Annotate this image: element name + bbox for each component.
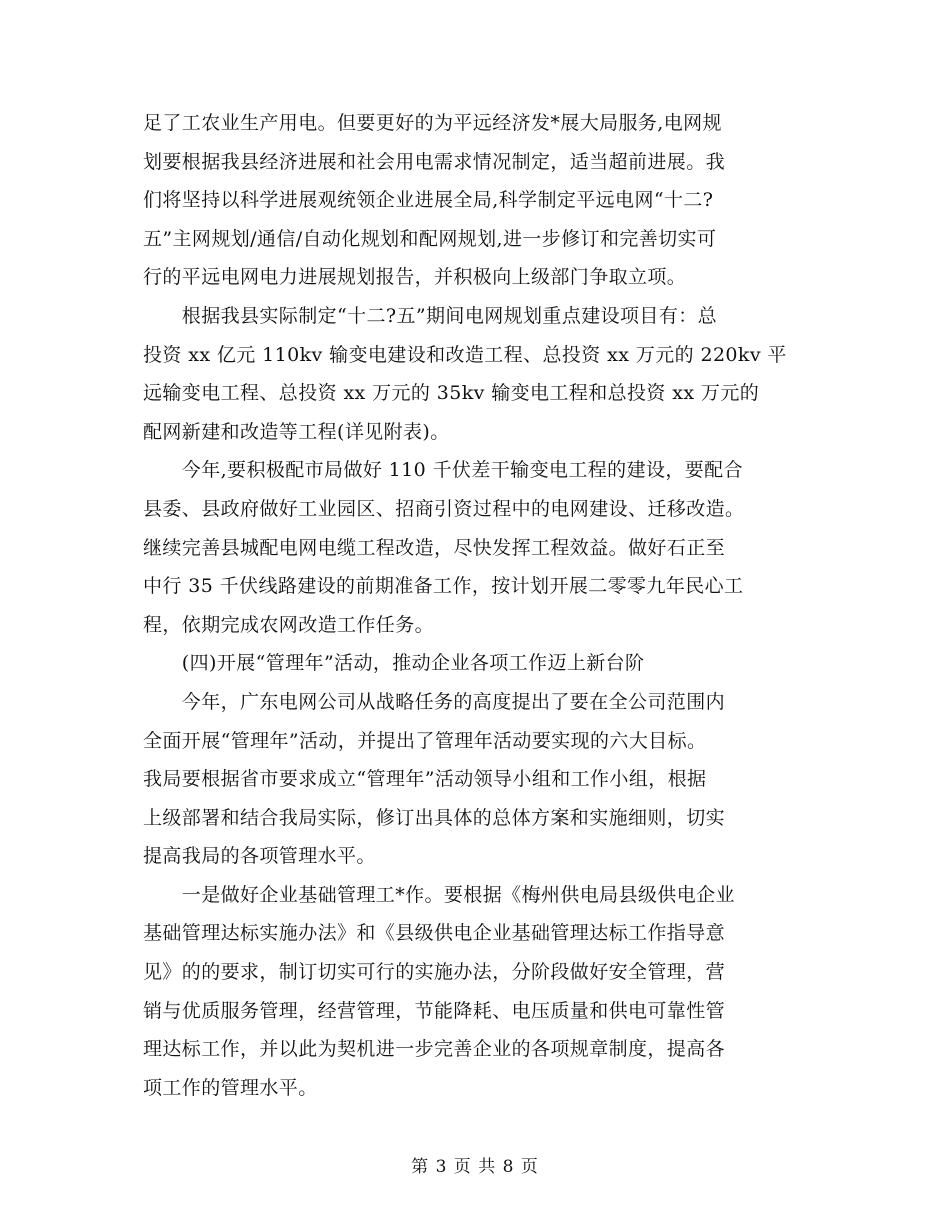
text-line: 们将坚持以科学进展观统领企业进展全局,科学制定平远电网“十二?: [143, 189, 714, 212]
text-line: 中行 35 千伏线路建设的前期准备工作，按计划开展二零零九年民心工: [143, 575, 744, 598]
text-line: 五”主网规划/通信/自动化规划和配网规划,进一步修订和完善切实可: [143, 227, 717, 250]
text-line: 项工作的管理水平。: [143, 1076, 318, 1099]
text-line: 投资 xx 亿元 110kv 输变电建设和改造工程、总投资 xx 万元的 220kv 平: [143, 343, 787, 366]
text-line: 程，依期完成农网改造工作任务。: [143, 613, 435, 636]
text-line: 远输变电工程、总投资 xx 万元的 35kv 输变电工程和总投资 xx 万元的: [143, 382, 760, 405]
text-line: 配网新建和改造等工程(详见附表)。: [143, 420, 450, 443]
page-number-footer: 第 3 页 共 8 页: [411, 1157, 539, 1177]
text-line: 一是做好企业基础管理工*作。要根据《梅州供电局县级供电企业: [143, 883, 735, 906]
document-body: [143, 104, 808, 1107]
text-line: 今年，广东电网公司从战略任务的高度提出了要在全公司范围内: [143, 690, 726, 713]
text-line: 理达标工作，并以此为契机进一步完善企业的各项规章制度，提高各: [143, 1038, 726, 1061]
text-line: 县委、县政府做好工业园区、招商引资过程中的电网建设、迁移改造。: [143, 497, 745, 520]
text-line: 足了工农业生产用电。但要更好的为平远经济发*展大局服务,电网规: [143, 112, 722, 134]
text-line: 继续完善县城配电网电缆工程改造，尽快发挥工程效益。做好石正至: [143, 536, 726, 559]
text-line: 今年,要积极配市局做好 110 千伏差干输变电工程的建设，要配合: [143, 459, 743, 482]
section-heading: (四)开展“管理年”活动，推动企业各项工作迈上新台阶: [143, 652, 645, 675]
text-line: 上级部署和结合我局实际，修订出具体的总体方案和实施细则，切实: [143, 806, 726, 829]
text-line: 提高我局的各项管理水平。: [143, 845, 376, 868]
text-line: 基础管理达标实施办法》和《县级供电企业基础管理达标工作指导意: [143, 922, 726, 945]
text-line: 我局要根据省市要求成立“管理年”活动领导小组和工作小组，根据: [143, 768, 707, 791]
text-line: 行的平远电网电力进展规划报告，并积极向上级部门争取立项。: [143, 266, 687, 289]
text-line: 销与优质服务管理，经营管理，节能降耗、电压质量和供电可靠性管: [143, 999, 726, 1022]
text-line: 见》的的要求，制订切实可行的实施办法，分阶段做好安全管理，营: [143, 961, 726, 984]
text-line: 全面开展“管理年”活动，并提出了管理年活动要实现的六大目标。: [143, 729, 707, 752]
text-line: 根据我县实际制定“十二?五”期间电网规划重点建设项目有：总: [143, 304, 718, 327]
text-line: 划要根据我县经济进展和社会用电需求情况制定，适当超前进展。我: [143, 150, 726, 173]
